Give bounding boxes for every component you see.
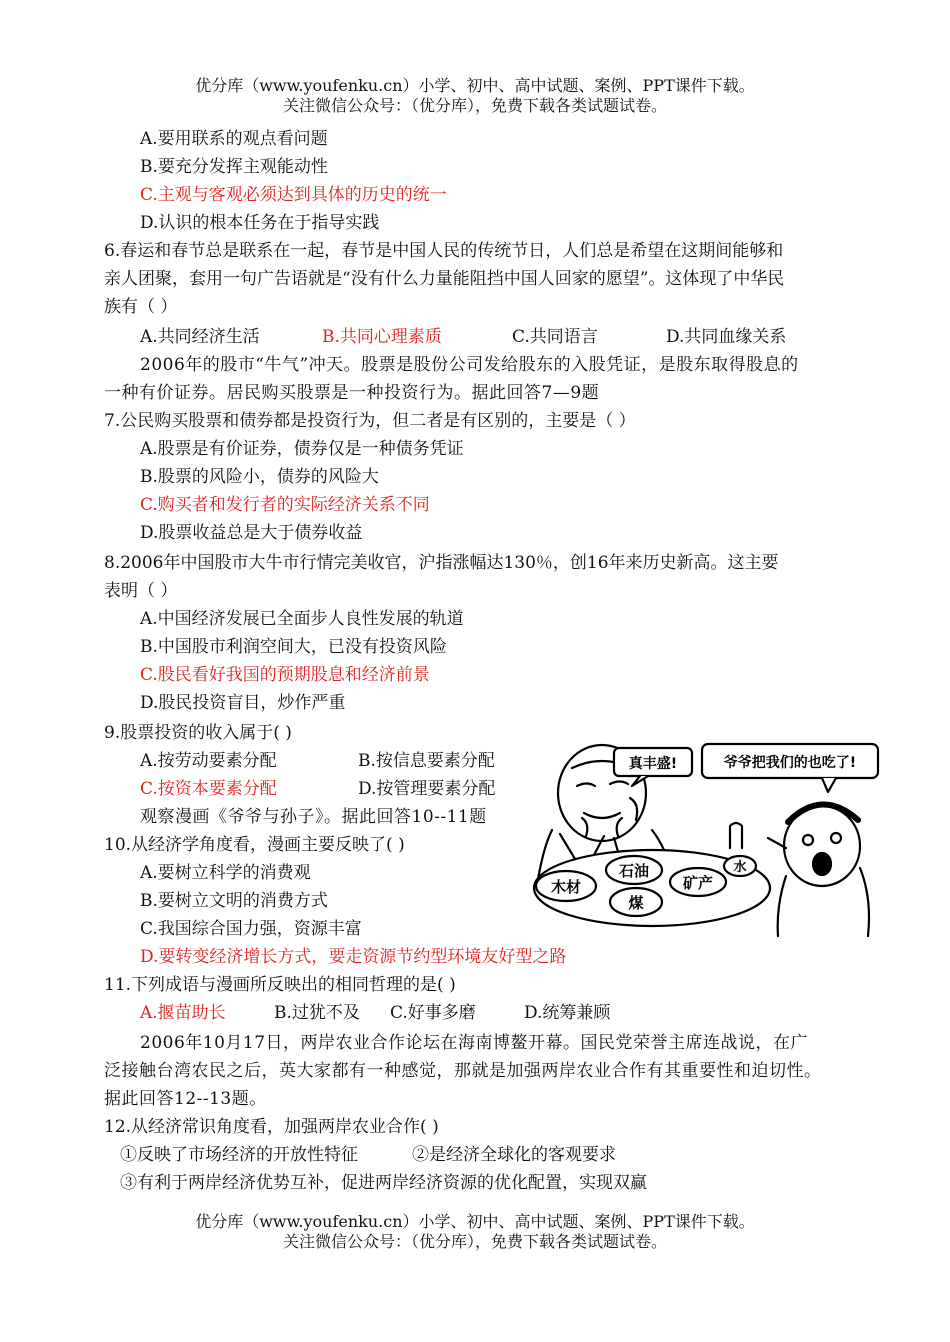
q7-option-a: A.股票是有价证券，债券仅是一种债务凭证 — [140, 439, 464, 459]
grandson-speech-text: 爷爷把我们的也吃了! — [723, 755, 857, 771]
q6-option-c: C.共同语言 — [512, 327, 598, 347]
q10-option-b: B.要树立文明的消费方式 — [140, 891, 328, 911]
plate-item-wood: 木材 — [550, 878, 582, 896]
q7-option-d: D.股票收益总是大于债券收益 — [140, 523, 363, 543]
q5-option-d: D.认识的根本任务在于指导实践 — [140, 213, 380, 233]
q5-option-b: B.要充分发挥主观能动性 — [140, 157, 328, 177]
intro-10-11: 观察漫画《爷爷与孙子》。据此回答10--11题 — [140, 807, 487, 827]
footer-line-1: 优分库（www.youfenku.cn）小学、初中、高中试题、案例、PPT课件下载。 — [195, 1212, 755, 1231]
q5-option-c-answer: C.主观与客观必须达到具体的历史的统一 — [140, 185, 447, 205]
plate-item-water: 水 — [733, 860, 747, 875]
q12-option-2: ②是经济全球化的客观要求 — [412, 1145, 616, 1165]
cartoon-grandpa-and-grandson — [522, 738, 882, 938]
q11-option-d: D.统筹兼顾 — [524, 1003, 611, 1023]
q11-stem: 11.下列成语与漫画所反映出的相同哲理的是( ) — [104, 975, 456, 995]
q12-option-1: ①反映了市场经济的开放性特征 — [120, 1145, 358, 1165]
q11-option-a-answer: A.揠苗助长 — [140, 1003, 226, 1023]
q11-option-c: C.好事多磨 — [390, 1003, 476, 1023]
q7-option-b: B.股票的风险小，债券的风险大 — [140, 467, 379, 487]
q9-option-a: A.按劳动要素分配 — [140, 751, 277, 771]
q6-stem-line-3: 族有（ ） — [104, 297, 178, 317]
header-line-2: 关注微信公众号：（优分库），免费下载各类试题试卷。 — [282, 96, 667, 115]
q6-option-d: D.共同血缘关系 — [666, 327, 787, 347]
q10-stem: 10.从经济学角度看，漫画主要反映了( ) — [104, 835, 405, 855]
q12-option-3: ③有利于两岸经济优势互补，促进两岸经济资源的优化配置，实现双赢 — [120, 1173, 647, 1193]
plate-item-minerals: 矿产 — [682, 874, 714, 892]
q8-option-a: A.中国经济发展已全面步人良性发展的轨道 — [140, 609, 464, 629]
q11-option-b: B.过犹不及 — [274, 1003, 360, 1023]
header-line-1: 优分库（www.youfenku.cn）小学、初中、高中试题、案例、PPT课件下载。 — [195, 76, 755, 95]
intro-12-13-line-1: 2006年10月17日，两岸农业合作论坛在海南博鳌开幕。国民党荣誉主席连战说，在广 — [140, 1033, 809, 1053]
q8-option-b: B.中国股市利润空间大，已没有投资风险 — [140, 637, 447, 657]
q6-stem-line-2: 亲人团聚，套用一句广告语就是“没有什么力量能阻挡中国人回家的愿望”。这体现了中华民 — [104, 269, 785, 289]
q10-option-d-answer: D.要转变经济增长方式，要走资源节约型环境友好型之路 — [140, 947, 567, 967]
q8-option-c-answer: C.股民看好我国的预期股息和经济前景 — [140, 665, 430, 685]
q8-option-d: D.股民投资盲目，炒作严重 — [140, 693, 346, 713]
q9-option-c-answer: C.按资本要素分配 — [140, 779, 277, 799]
q9-option-b: B.按信息要素分配 — [358, 751, 495, 771]
q9-stem: 9.股票投资的收入属于( ) — [104, 723, 292, 743]
q6-stem-line-1: 6.春运和春节总是联系在一起，春节是中国人民的传统节日，人们总是希望在这期间能够和 — [104, 241, 784, 261]
q8-stem-line-2: 表明（ ） — [104, 581, 178, 601]
q7-option-c-answer: C.购买者和发行者的实际经济关系不同 — [140, 495, 430, 515]
intro-7-9-line-2: 一种有价证券。居民购买股票是一种投资行为。据此回答7—9题 — [104, 383, 600, 403]
q6-option-b-answer: B.共同心理素质 — [322, 327, 442, 347]
intro-12-13-line-3: 据此回答12--13题。 — [104, 1089, 267, 1109]
footer-line-2: 关注微信公众号：（优分库），免费下载各类试题试卷。 — [282, 1232, 667, 1251]
q10-option-c: C.我国综合国力强，资源丰富 — [140, 919, 362, 939]
q5-option-a: A.要用联系的观点看问题 — [140, 129, 328, 149]
q12-stem: 12.从经济常识角度看，加强两岸农业合作( ) — [104, 1117, 439, 1137]
q8-stem-line-1: 8.2006年中国股市大牛市行情完美收官，沪指涨幅达130％，创16年来历史新高。这主要 — [104, 553, 779, 573]
plate-item-oil: 石油 — [618, 862, 650, 880]
grandpa-speech-text: 真丰盛! — [628, 756, 678, 772]
q9-option-d: D.按管理要素分配 — [358, 779, 496, 799]
q6-option-a: A.共同经济生活 — [140, 327, 260, 347]
q7-stem: 7.公民购买股票和债券都是投资行为，但二者是有区别的，主要是（ ） — [104, 411, 636, 431]
intro-12-13-line-2: 泛接触台湾农民之后，英大家都有一种感觉，那就是加强两岸农业合作有其重要性和迫切性。 — [104, 1061, 822, 1081]
q10-option-a: A.要树立科学的消费观 — [140, 863, 311, 883]
intro-7-9-line-1: 2006年的股市“牛气”冲天。股票是股份公司发给股东的入股凭证，是股东取得股息的 — [140, 355, 799, 375]
plate-item-coal: 煤 — [628, 894, 644, 912]
